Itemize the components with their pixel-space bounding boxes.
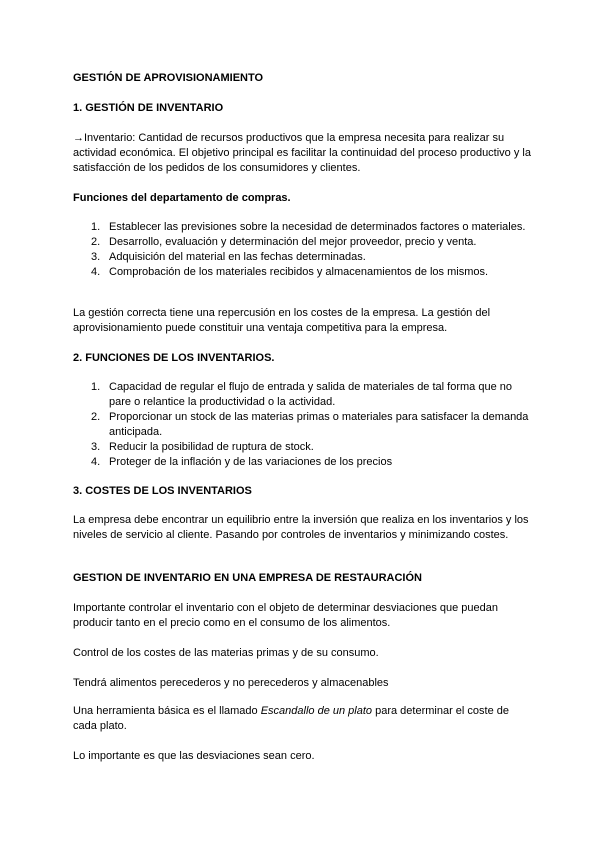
restaurant-paragraph-3: Tendrá alimentos perecederos y no perecederos y almacenables — [73, 677, 389, 689]
management-paragraph: La gestión correcta tiene una repercusión en los costes de la empresa. La gestión del aprovisionamiento puede constituir una ventaja competitiva para la empresa. — [73, 307, 491, 334]
list-item: 4. Comprobación de los materiales recibidos y almacenamientos de los mismos. — [91, 266, 489, 278]
list-item: 1. Establecer las previsiones sobre la necesidad de determinados factores o materiales. — [91, 221, 526, 233]
list-item: 2. Desarrollo, evaluación y determinación del mejor proveedor, precio y venta. — [91, 236, 477, 248]
list-item: 3. Reducir la posibilidad de ruptura de stock. — [91, 441, 314, 453]
costs-paragraph: La empresa debe encontrar un equilibrio entre la inversión que realiza en los inventarios y los niveles de servicio al cliente. Pasando por controles de inventarios y minimizando costes. — [73, 514, 529, 541]
section-3-heading: 3. COSTES DE LOS INVENTARIOS — [73, 485, 252, 497]
section-2-heading: 2. FUNCIONES DE LOS INVENTARIOS. — [73, 352, 275, 364]
list-item: 3. Adquisición del material en las fechas determinadas. — [91, 251, 366, 263]
inventory-functions-list — [73, 380, 533, 470]
inventory-definition: →Inventario: Cantidad de recursos productivos que la empresa necesita para realizar su actividad económica. El objetivo principal es facilitar la continuidad del proceso productivo y la satisfacción de los pedidos de los consumidores y clientes. — [73, 132, 531, 174]
purchasing-functions-list — [73, 220, 533, 280]
list-item: 2. Proporcionar un stock de las materias primas o materiales para satisfacer la demanda anticipada. — [91, 411, 529, 438]
restaurant-paragraph-2: Control de los costes de las materias primas y de su consumo. — [73, 647, 379, 659]
escandallo-term: Escandallo de un plato — [260, 705, 373, 717]
section-1-heading: 1. GESTIÓN DE INVENTARIO — [73, 102, 224, 114]
section-4-heading: GESTION DE INVENTARIO EN UNA EMPRESA DE RESTAURACIÓN — [73, 572, 422, 584]
list-item: 4. Proteger de la inflación y de las variaciones de los precios — [91, 456, 393, 468]
purchasing-functions-heading: Funciones del departamento de compras. — [73, 192, 291, 204]
restaurant-paragraph-4: Una herramienta básica es el llamado Escandallo de un plato para determinar el coste de cada plato. — [73, 705, 509, 732]
list-item: 1. Capacidad de regular el flujo de entrada y salida de materiales de tal forma que no pare o relantice la productividad o la actividad. — [91, 381, 512, 408]
restaurant-paragraph-1: Importante controlar el inventario con el objeto de determinar desviaciones que puedan producir tanto en el precio como en el consumo de los alimentos. — [73, 602, 498, 629]
document-title: GESTIÓN DE APROVISIONAMIENTO — [73, 72, 264, 84]
restaurant-paragraph-5: Lo importante es que las desviaciones sean cero. — [73, 750, 315, 762]
